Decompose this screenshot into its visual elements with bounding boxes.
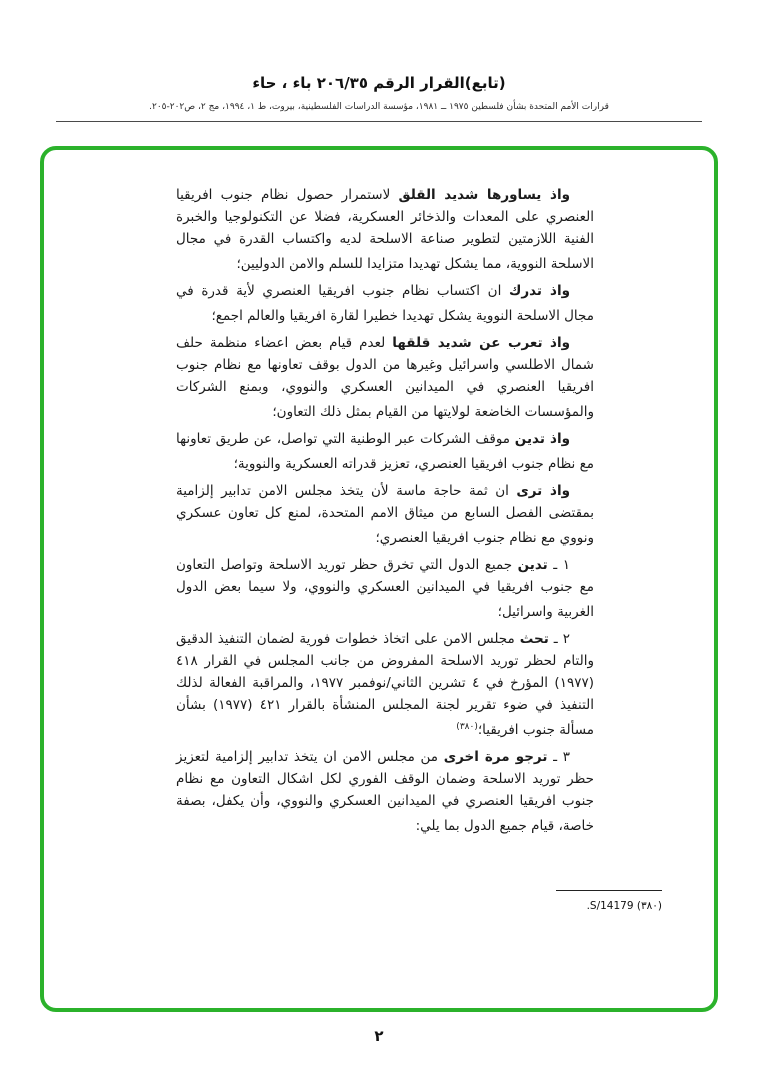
paragraph-text: موقف الشركات عبر الوطنية التي تواصل، عن طريق تعاونها مع نظام جنوب افريقيا العنصري، تعزيز قدراته العسكرية والنووية؛ <box>176 431 594 472</box>
text-column <box>176 184 594 842</box>
paragraph-text: لعدم قيام بعض اعضاء منظمة حلف شمال الاطلسي واسرائيل وغيرها من الدول بوقف تعاونها مع نظام جنوب افريقيا العنصري في الميدانين العسكري والنووي، وبمنع الشركات والمؤسسات الخاضعة لولايتها من القيام بمثل ذلك التعاون؛ <box>176 335 594 420</box>
paragraph-text: من مجلس الامن ان يتخذ تدابير إلزامية لتعزيز حظر توريد الاسلحة وضمان الوقف الفوري لكل اشكال التعاون مع نظام جنوب افريقيا العنصري في الميدانين العسكري والنووي، وأن يكفل، بصفة خاصة، قيام جميع الدول بما يلي: <box>176 749 594 834</box>
paragraph-lead: ترجو مرة اخرى <box>443 749 548 765</box>
paragraph-lead: واذ تعرب عن شديد قلقها <box>392 335 570 351</box>
footnote-block <box>550 890 662 912</box>
paragraph-lead: واذ تدين <box>514 431 570 447</box>
footnote-reference: S/14179. <box>586 900 634 912</box>
paragraph-text: جميع الدول التي تخرق حظر توريد الاسلحة وتواصل التعاون مع جنوب افريقيا في الميدانين العسكري والنووي، ولا سيما بعض الدول الغربية واسرائيل؛ <box>176 557 594 620</box>
footnote-label: (٣٨٠) <box>636 900 662 912</box>
paragraph-text: ان اكتساب نظام جنوب افريقيا العنصري لأية قدرة في مجال الاسلحة النووية يشكل تهديدا خطيرا لقارة افريقيا والعالم اجمع؛ <box>176 283 594 324</box>
paragraph-number: ٢ ـ <box>548 631 570 647</box>
paragraph-lead: واذ تدرك <box>508 283 570 299</box>
paragraph-lead: واذ يساورها شديد القلق <box>398 187 570 203</box>
footnote-rule <box>556 890 662 891</box>
paragraph-lead: واذ ترى <box>516 483 570 499</box>
content-frame <box>40 146 718 1012</box>
paragraph-text: لاستمرار حصول نظام جنوب افريقيا العنصري على المعدات والذخائر العسكرية، فضلا عن التكنولوجيا والخبرة الفنية اللازمتين لتطوير صناعة الاسلحة لديه واكتساب القدرة في مجال الاسلحة النووية، مما يشكل تهديدا متزايدا للسلم والامن الدوليين؛ <box>176 187 594 272</box>
source-citation: قرارات الأمم المتحدة بشأن فلسطين ١٩٧٥ ــ ١٩٨١، مؤسسة الدراسات الفلسطينية، بيروت، ط ١، ١٩٩٤، مج ٢، ص٢٠٢-٢٠٥. <box>149 102 609 112</box>
header-rule <box>56 121 702 122</box>
footnote <box>550 900 662 912</box>
paragraph <box>176 332 594 423</box>
paragraph-text: مجلس الامن على اتخاذ خطوات فورية لضمان التنفيذ الدقيق والتام لحظر توريد الاسلحة المفروض من جانب المجلس في القرار ٤١٨ (١٩٧٧) المؤرخ في ٤ تشرين الثاني/نوفمبر ١٩٧٧، والمراقبة الفعالة لذلك التنفيذ في ضوء تقرير لجنة المجلس المنشأة بالقرار ٤٢١ (١٩٧٧) بشأن مسألة جنوب افريقيا؛ <box>176 631 595 738</box>
paragraph-lead: تدين <box>517 557 548 573</box>
paragraph <box>176 554 594 623</box>
document-title: (تابع)القرار الرقم ٢٠٦/٣٥ باء ، حاء <box>252 74 506 92</box>
page-number: ٢ <box>374 1027 384 1045</box>
paragraph <box>176 746 594 837</box>
paragraph-number: ١ ـ <box>547 557 570 573</box>
paragraph-lead: تحث <box>519 631 549 647</box>
paragraph <box>176 280 594 327</box>
paragraph <box>176 184 594 275</box>
paragraph <box>176 628 594 741</box>
paragraph-text: ان ثمة حاجة ماسة لأن يتخذ مجلس الامن تدابير إلزامية بمقتضى الفصل السابع من ميثاق الامم المتحدة، لمنع كل تعاون عسكري ونووي مع نظام جنوب افريقيا العنصري؛ <box>176 483 594 546</box>
footnote-marker: (٣٨٠) <box>456 722 478 732</box>
paragraph-number: ٣ ـ <box>547 749 570 765</box>
paragraph <box>176 480 594 549</box>
paragraph <box>176 428 594 475</box>
